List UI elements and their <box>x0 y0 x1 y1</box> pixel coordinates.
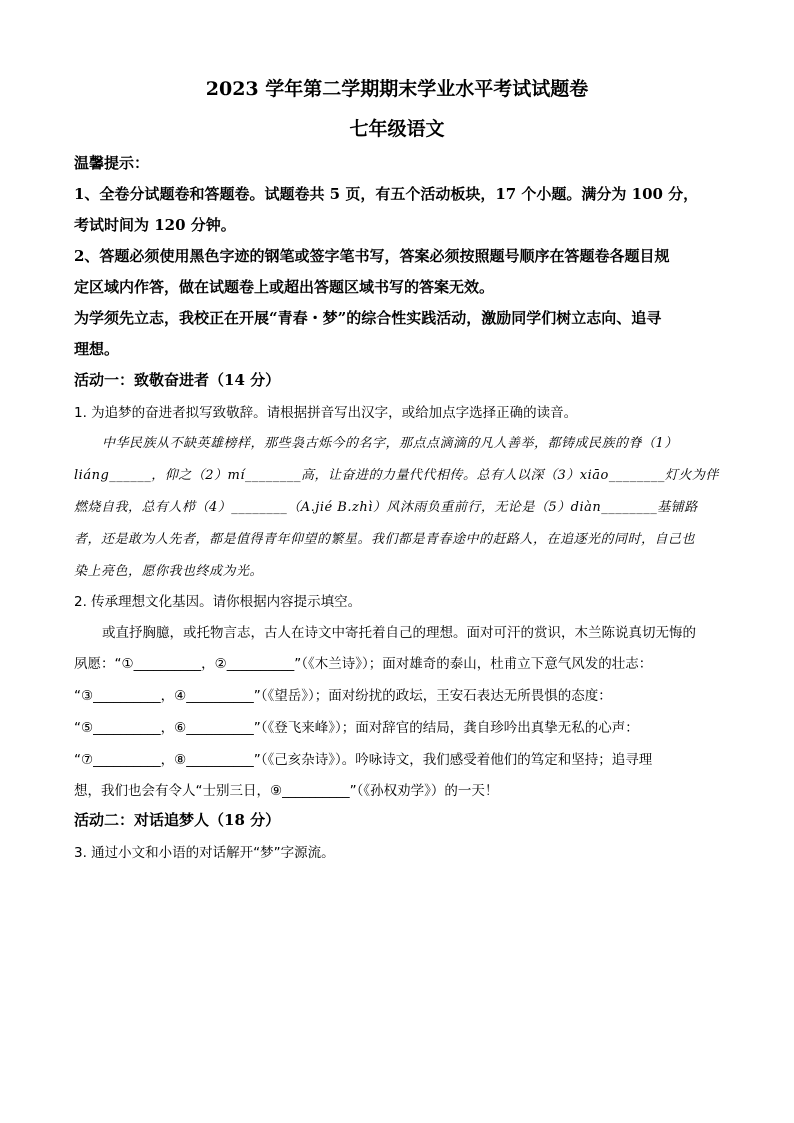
page-subtitle: 七年级语文 <box>349 118 445 140</box>
notice-line: 1、全卷分试题卷和答题卷。试题卷共 5 页，有五个活动板块，17 个小题。满分为 100 分， <box>74 185 699 203</box>
q2-passage-line: 夙愿：“①__________，②__________”（《木兰诗》）；面对雄奇的泰山，杜甫立下意气风发的壮志： <box>74 656 653 672</box>
q1-passage-line: 中华民族从不缺英雄榜样，那些袅古烁今的名字，那点点滴滴的凡人善举，都铸成民族的脊（1） <box>102 436 678 451</box>
q1-prompt: 1. 为追梦的奋进者拟写致敬辞。请根据拼音写出汉字，或给加点字选择正确的读音。 <box>74 405 578 421</box>
q2-prompt: 2. 传承理想文化基因。请你根据内容提示填空。 <box>74 594 362 610</box>
q2-passage-line: “⑤__________，⑥__________”（《登飞来峰》）；面对辞官的结局，龚自珍吟出真挚无私的心声： <box>74 720 639 736</box>
q2-passage-line: 想，我们也会有令人“士别三日，⑨__________”（《孙权劝学》）的一天！ <box>74 783 499 799</box>
q1-passage-line: 染上亮色，愿你我也终成为光。 <box>74 564 264 579</box>
q1-passage-line: 燃烧自我，总有人栉（4）________（A.jié B.zhì）风沐雨负重前行，无论是（5）diàn________基铺路 <box>74 500 698 515</box>
notice-line: 考试时间为 120 分钟。 <box>74 216 236 234</box>
activity1-heading: 活动一：致敬奋进者（14 分） <box>74 371 281 389</box>
q1-passage-line: liáng______，仰之（2）mí________高，让奋进的力量代代相传。总有人以深（3）xiāo________灯火为伴 <box>74 468 719 483</box>
q2-passage-line: 或直抒胸臆，或托物言志，古人在诗文中寄托着自己的理想。面对可汗的赏识，木兰陈说真切无悔的 <box>102 625 696 641</box>
q2-passage-line: “③__________，④__________”（《望岳》）；面对纷扰的政坛，王安石表达无所畏惧的态度： <box>74 688 612 704</box>
page-title: 2023 学年第二学期期末学业水平考试试题卷 <box>205 78 589 100</box>
intro-line: 理想。 <box>74 340 120 358</box>
q2-passage-line: “⑦__________，⑧__________”（《己亥杂诗》）。吟咏诗文，我们感受着他们的笃定和坚持；追寻理 <box>74 752 653 768</box>
q1-passage-line: 者，还是敢为人先者，都是值得青年仰望的繁星。我们都是青春途中的赶路人，在追逐光的同时，自己也 <box>74 532 696 547</box>
notice-line: 2、答题必须使用黑色字迹的钢笔或签字笔书写，答案必须按照题号顺序在答题卷各题目规 <box>74 247 670 265</box>
notice-line: 定区域内作答，做在试题卷上或超出答题区域书写的答案无效。 <box>74 278 495 296</box>
q3-prompt: 3. 通过小文和小语的对话解开“梦”字源流。 <box>74 845 335 861</box>
intro-line: 为学须先立志，我校正在开展“青春・梦”的综合性实践活动，激励同学们树立志向、追寻 <box>74 309 662 327</box>
notice-heading: 温馨提示： <box>74 154 150 172</box>
activity2-heading: 活动二：对话追梦人（18 分） <box>74 811 281 829</box>
